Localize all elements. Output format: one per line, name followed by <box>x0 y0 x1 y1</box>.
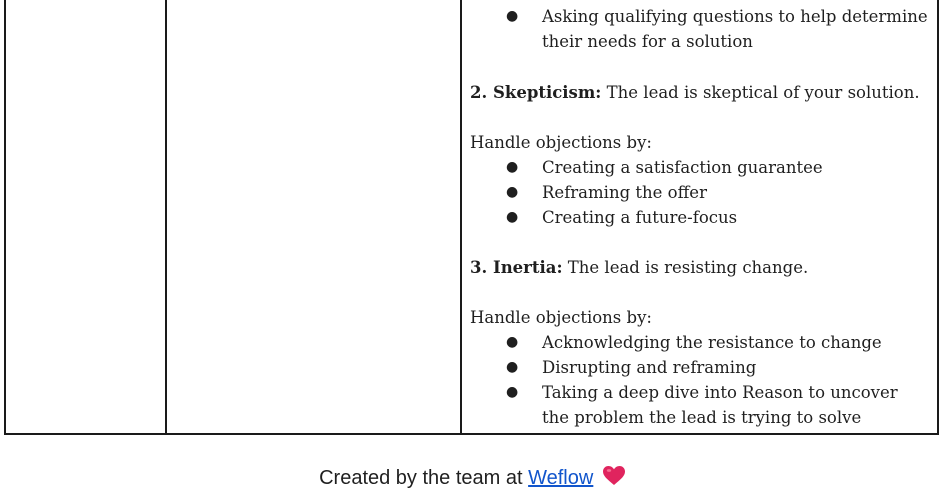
skepticism-label: 2. Skepticism: <box>470 83 602 102</box>
heart-shape <box>603 466 625 486</box>
list-item <box>470 4 929 54</box>
list-item <box>470 180 929 205</box>
bullet-icon: ● <box>506 159 519 175</box>
table-cell-left <box>6 0 167 433</box>
skepticism-text: The lead is skeptical of your solution. <box>601 83 920 102</box>
skepticism-bullet-list <box>470 155 929 230</box>
list-item <box>470 155 929 180</box>
table-cell-middle <box>167 0 462 433</box>
skepticism-heading <box>470 79 929 105</box>
inertia-bullet-list <box>470 330 929 430</box>
weflow-link[interactable]: Weflow <box>528 467 594 489</box>
inertia-intro: Handle objections by: <box>470 308 652 327</box>
inertia-label: 3. Inertia: <box>470 258 563 277</box>
list-item <box>470 205 929 230</box>
list-item-text: Taking a deep dive into Reason to uncover the problem the lead is trying to solve <box>542 383 898 427</box>
bullet-icon: ● <box>506 8 519 24</box>
bullet-icon: ● <box>506 184 519 200</box>
list-item-text: Disrupting and reframing <box>542 358 757 377</box>
list-item-text: Asking qualifying questions to help determine their needs for a solution <box>542 7 928 51</box>
list-item <box>470 355 929 380</box>
bullet-icon: ● <box>506 359 519 375</box>
list-item-text: Reframing the offer <box>542 183 707 202</box>
list-item <box>470 380 929 430</box>
list-item-text: Creating a future-focus <box>542 208 738 227</box>
red-heart-icon <box>603 466 625 492</box>
objection-content <box>470 0 929 430</box>
list-item <box>470 330 929 355</box>
bullet-icon: ● <box>506 334 519 350</box>
list-item-text: Creating a satisfaction guarantee <box>542 158 823 177</box>
bullet-icon: ● <box>506 209 519 225</box>
footer-credit <box>0 466 944 492</box>
inertia-text: The lead is resisting change. <box>562 258 809 277</box>
reason-bullet-list <box>470 0 929 54</box>
inertia-heading <box>470 255 929 280</box>
objection-table <box>4 0 939 435</box>
table-cell-content <box>462 0 937 433</box>
footer-prefix: Created by the team at <box>319 467 529 489</box>
skepticism-intro: Handle objections by: <box>470 133 652 152</box>
list-item-text: Acknowledging the resistance to change <box>542 333 882 352</box>
bullet-icon: ● <box>506 384 519 400</box>
